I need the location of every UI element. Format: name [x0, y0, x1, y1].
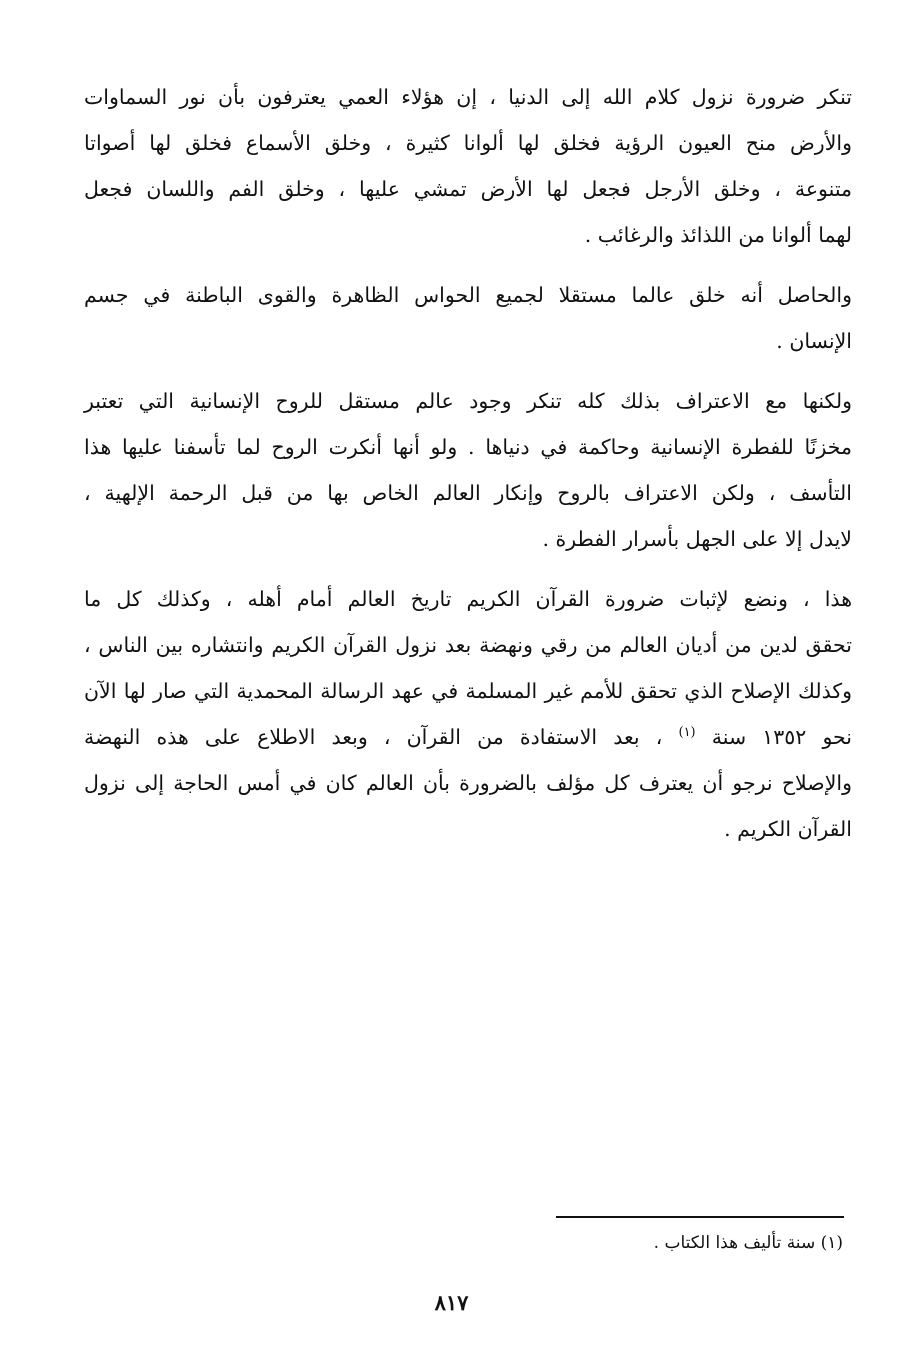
text-line: القرآن الكريم . — [724, 817, 852, 841]
text-line: التأسف ، ولكن الاعتراف بالروح وإنكار العالم الخاص بها من قبل الرحمة الإلهية ، — [84, 481, 852, 505]
text-line-with-footnote — [84, 714, 852, 760]
text-line: والإصلاح نرجو أن يعترف كل مؤلف بالضرورة بأن العالم كان في أمس الحاجة إلى نزول — [84, 771, 852, 795]
footnote-divider — [556, 1216, 844, 1218]
paragraph-4 — [84, 576, 852, 852]
text-line: مخزنًا للفطرة الإنسانية وحاكمة في دنياها . ولو أنها أنكرت الروح لما تأسفنا عليها هذا — [84, 435, 852, 459]
text-segment: نحو ١٣٥٢ سنة — [711, 725, 852, 749]
text-segment: ، بعد الاستفادة من القرآن ، وبعد الاطلاع على هذه النهضة — [84, 725, 663, 749]
text-line: ولكنها مع الاعتراف بذلك كله تنكر وجود عالم مستقل للروح الإنسانية التي تعتبر — [84, 389, 852, 413]
text-line: متنوعة ، وخلق الأرجل فجعل لها الأرض تمشي عليها ، وخلق الفم واللسان فجعل — [84, 177, 852, 201]
paragraph-3 — [84, 378, 852, 562]
text-line: لهما ألوانا من اللذائذ والرغائب . — [584, 223, 852, 247]
text-line: الإنسان . — [776, 329, 852, 353]
footnote: (١) سنة تأليف هذا الكتاب . — [653, 1233, 843, 1253]
text-line: وكذلك الإصلاح الذي تحقق للأمم غير المسلمة في عهد الرسالة المحمدية التي صار لها الآن — [84, 679, 852, 703]
footnote-marker: (١) — [678, 725, 696, 741]
main-text — [84, 74, 852, 866]
text-line: تحقق لدين من أديان العالم من رقي ونهضة بعد نزول القرآن الكريم وانتشاره بين الناس ، — [84, 633, 852, 657]
paragraph-1 — [84, 74, 852, 258]
text-line: والأرض منح العيون الرؤية فخلق لها ألوانا كثيرة ، وخلق الأسماع فخلق لها أصواتا — [84, 131, 852, 155]
text-line: لايدل إلا على الجهل بأسرار الفطرة . — [542, 527, 852, 551]
text-line: والحاصل أنه خلق عالما مستقلا لجميع الحواس الظاهرة والقوى الباطنة في جسم — [84, 283, 852, 307]
text-line: تنكر ضرورة نزول كلام الله إلى الدنيا ، إن هؤلاء العمي يعترفون بأن نور السماوات — [84, 85, 852, 109]
text-line: هذا ، ونضع لإثبات ضرورة القرآن الكريم تاريخ العالم أمام أهله ، وكذلك كل ما — [84, 587, 852, 611]
paragraph-2 — [84, 272, 852, 364]
page-number: ٨١٧ — [434, 1290, 469, 1315]
